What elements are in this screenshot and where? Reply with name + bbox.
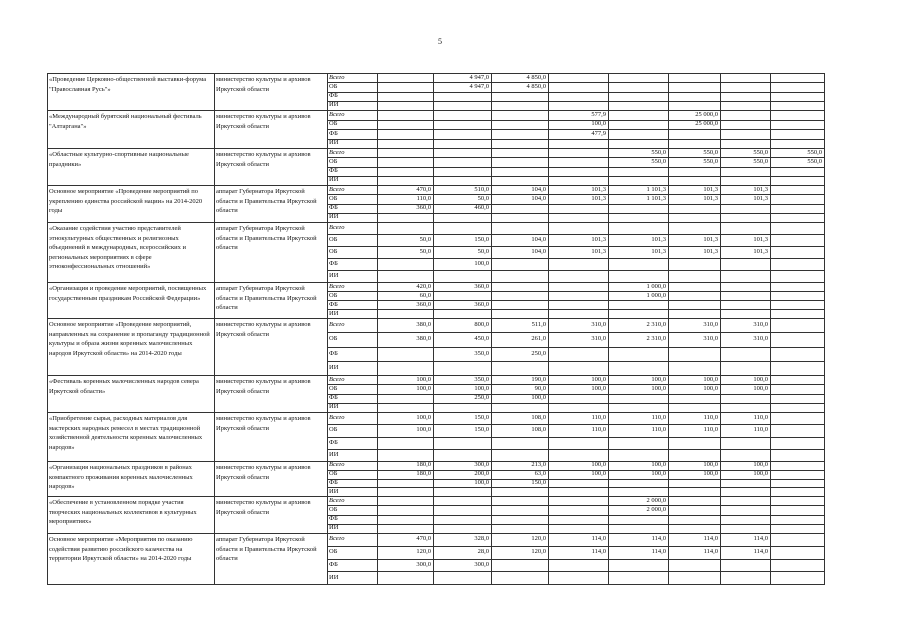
executor-name: министерство культуры и архивов Иркутской области — [216, 151, 311, 168]
amount-cell: 101,3 — [703, 248, 718, 255]
amount-cell: 150,0 — [474, 426, 489, 433]
source-row-border — [327, 270, 825, 271]
funding-source-label: ФБ — [329, 260, 338, 267]
table-column-border — [214, 73, 215, 584]
amount-cell: 100,0 — [651, 376, 666, 383]
amount-cell: 100,0 — [474, 479, 489, 486]
amount-cell: 550,0 — [703, 149, 718, 156]
amount-cell: 101,3 — [703, 195, 718, 202]
amount-cell: 114,0 — [651, 548, 666, 555]
amount-cell: 101,3 — [591, 236, 606, 243]
amount-cell: 450,0 — [474, 335, 489, 342]
amount-cell: 310,0 — [591, 335, 606, 342]
activity-name: «Организация национальных праздников в районах компактного проживания коренных малочисленных народов» — [49, 464, 193, 491]
table-row-border — [47, 496, 825, 497]
funding-source-label: ФБ — [329, 479, 338, 486]
source-row-border — [327, 246, 825, 247]
amount-cell: 4 850,0 — [526, 74, 546, 81]
amount-cell: 114,0 — [651, 535, 666, 542]
amount-cell: 101,3 — [753, 236, 768, 243]
activity-name: «Обеспечение в установленном порядке участия творческих национальных коллективов в культурных мероприятиях» — [49, 499, 197, 526]
amount-cell: 1 000,0 — [646, 283, 666, 290]
amount-cell: 180,0 — [416, 461, 431, 468]
funding-source-label: ОБ — [329, 548, 338, 555]
amount-cell: 25 000,0 — [695, 120, 718, 127]
amount-cell: 420,0 — [416, 283, 431, 290]
funding-source-label: ОБ — [329, 83, 338, 90]
amount-cell: 800,0 — [474, 321, 489, 328]
amount-cell: 380,0 — [416, 335, 431, 342]
amount-cell: 114,0 — [591, 535, 606, 542]
funding-source-label: Всего — [329, 321, 345, 328]
source-row-border — [327, 424, 825, 425]
funding-source-label: Всего — [329, 461, 345, 468]
amount-cell: 577,9 — [591, 111, 606, 118]
amount-cell: 510,0 — [474, 186, 489, 193]
funding-source-label: ИИ — [329, 574, 339, 581]
amount-cell: 101,3 — [753, 186, 768, 193]
amount-cell: 114,0 — [703, 535, 718, 542]
funding-source-label: ФБ — [329, 204, 338, 211]
funding-source-label: Всего — [329, 376, 345, 383]
funding-source-label: ФБ — [329, 92, 338, 99]
amount-cell: 101,3 — [591, 248, 606, 255]
funding-source-label: ФБ — [329, 301, 338, 308]
amount-cell: 511,0 — [531, 321, 546, 328]
funding-source-label: Всего — [329, 224, 345, 231]
executor-name: министерство культуры и архивов Иркутской области — [216, 415, 311, 432]
source-row-border — [327, 546, 825, 547]
table-column-border — [824, 73, 825, 584]
activity-name: Основное мероприятие «Проведение мероприятий, направленных на сохранение и пропаганду традиционной культуры и образа жизни коренных малочисленных народов Иркутской области» на 2014-2020 годы — [49, 321, 210, 357]
amount-cell: 150,0 — [531, 479, 546, 486]
amount-cell: 200,0 — [474, 470, 489, 477]
amount-cell: 101,3 — [753, 195, 768, 202]
funding-source-label: ОБ — [329, 195, 338, 202]
source-row-border — [327, 479, 825, 480]
funding-source-label: ИИ — [329, 176, 339, 183]
amount-cell: 100,0 — [703, 461, 718, 468]
amount-cell: 100,0 — [651, 461, 666, 468]
amount-cell: 101,3 — [591, 186, 606, 193]
amount-cell: 470,0 — [416, 186, 431, 193]
source-row-border — [327, 347, 825, 348]
funding-source-label: ОБ — [329, 120, 338, 127]
amount-cell: 100,0 — [591, 385, 606, 392]
funding-source-label: ОБ — [329, 470, 338, 477]
funding-source-label: ИИ — [329, 101, 339, 108]
amount-cell: 350,0 — [474, 350, 489, 357]
executor-name: аппарат Губернатора Иркутской области и Правительства Иркутской области — [216, 536, 317, 563]
amount-cell: 120,0 — [531, 548, 546, 555]
amount-cell: 4 850,0 — [526, 83, 546, 90]
activity-name: «Областные культурно-спортивные национальные праздники» — [49, 151, 189, 168]
table-row-border — [47, 533, 825, 534]
funding-source-label: ОБ — [329, 385, 338, 392]
amount-cell: 100,0 — [651, 470, 666, 477]
source-row-border — [327, 505, 825, 506]
amount-cell: 101,3 — [651, 248, 666, 255]
source-row-border — [327, 403, 825, 404]
activity-name: «Международный бурятский национальный фестиваль "Алтаргана"» — [49, 113, 202, 130]
amount-cell: 114,0 — [703, 548, 718, 555]
source-row-border — [327, 309, 825, 310]
amount-cell: 310,0 — [703, 335, 718, 342]
amount-cell: 100,0 — [753, 470, 768, 477]
amount-cell: 1 101,3 — [646, 186, 666, 193]
amount-cell: 2 000,0 — [646, 497, 666, 504]
funding-source-label: ОБ — [329, 248, 338, 255]
amount-cell: 50,0 — [477, 195, 489, 202]
amount-cell: 100,0 — [651, 385, 666, 392]
amount-cell: 4 947,0 — [469, 74, 489, 81]
amount-cell: 360,0 — [416, 301, 431, 308]
amount-cell: 104,0 — [531, 195, 546, 202]
amount-cell: 50,0 — [419, 236, 431, 243]
source-row-border — [327, 332, 825, 333]
amount-cell: 90,0 — [534, 385, 546, 392]
executor-name: министерство культуры и архивов Иркутской области — [216, 76, 311, 93]
source-row-border — [327, 213, 825, 214]
funding-source-label: ОБ — [329, 506, 338, 513]
activity-name: «Оказание содействия участию представителей этнокультурных общественных и религиозных объединений в международных, всероссийских и региональных мероприятиях в сфере этноконфессиональных отношений» — [49, 225, 186, 271]
amount-cell: 380,0 — [416, 321, 431, 328]
amount-cell: 100,0 — [753, 461, 768, 468]
amount-cell: 550,0 — [651, 149, 666, 156]
amount-cell: 120,0 — [531, 535, 546, 542]
amount-cell: 100,0 — [416, 426, 431, 433]
amount-cell: 100,0 — [416, 385, 431, 392]
amount-cell: 100,0 — [591, 120, 606, 127]
source-row-border — [327, 559, 825, 560]
source-row-border — [327, 394, 825, 395]
funding-source-label: Всего — [329, 186, 345, 193]
table-row-border — [47, 222, 825, 223]
amount-cell: 114,0 — [753, 548, 768, 555]
executor-name: аппарат Губернатора Иркутской области и Правительства Иркутской области — [216, 285, 317, 312]
amount-cell: 328,0 — [474, 535, 489, 542]
amount-cell: 108,0 — [531, 426, 546, 433]
funding-source-label: Всего — [329, 497, 345, 504]
funding-source-label: ФБ — [329, 394, 338, 401]
amount-cell: 360,0 — [474, 283, 489, 290]
source-row-border — [327, 92, 825, 93]
amount-cell: 104,0 — [531, 186, 546, 193]
amount-cell: 108,0 — [531, 414, 546, 421]
amount-cell: 100,0 — [416, 414, 431, 421]
funding-source-label: Всего — [329, 283, 345, 290]
funding-source-label: ИИ — [329, 139, 339, 146]
amount-cell: 104,0 — [531, 248, 546, 255]
amount-cell: 190,0 — [531, 376, 546, 383]
source-row-border — [327, 571, 825, 572]
amount-cell: 63,0 — [534, 470, 546, 477]
funding-source-label: ИИ — [329, 488, 339, 495]
amount-cell: 261,0 — [531, 335, 546, 342]
executor-name: аппарат Губернатора Иркутской области и Правительства Иркутской области — [216, 225, 317, 252]
executor-name: министерство культуры и архивов Иркутской области — [216, 378, 311, 395]
activity-name: «Организация и проведение мероприятий, посвященных государственным праздникам Российской Федерации» — [49, 285, 207, 302]
amount-cell: 300,0 — [474, 461, 489, 468]
amount-cell: 101,3 — [651, 236, 666, 243]
funding-source-label: ОБ — [329, 236, 338, 243]
funding-source-label: Всего — [329, 535, 345, 542]
amount-cell: 477,9 — [591, 130, 606, 137]
amount-cell: 114,0 — [591, 548, 606, 555]
amount-cell: 310,0 — [753, 321, 768, 328]
funding-source-label: ИИ — [329, 451, 339, 458]
source-row-border — [327, 234, 825, 235]
executor-name: министерство культуры и архивов Иркутской области — [216, 499, 311, 516]
funding-source-label: ОБ — [329, 292, 338, 299]
amount-cell: 50,0 — [477, 248, 489, 255]
source-row-border — [327, 449, 825, 450]
source-row-border — [327, 361, 825, 362]
amount-cell: 1 101,3 — [646, 195, 666, 202]
amount-cell: 101,3 — [591, 195, 606, 202]
amount-cell: 100,0 — [591, 461, 606, 468]
amount-cell: 101,3 — [703, 186, 718, 193]
funding-source-label: ИИ — [329, 524, 339, 531]
funding-source-label: ФБ — [329, 167, 338, 174]
amount-cell: 360,0 — [416, 204, 431, 211]
amount-cell: 550,0 — [807, 158, 822, 165]
amount-cell: 250,0 — [531, 350, 546, 357]
amount-cell: 110,0 — [591, 414, 606, 421]
amount-cell: 180,0 — [416, 470, 431, 477]
source-row-border — [327, 487, 825, 488]
activity-name: Основное мероприятие «Проведение мероприятий по укреплению единства российской нации» на 2014-2020 годы — [49, 188, 203, 215]
amount-cell: 550,0 — [703, 158, 718, 165]
source-row-border — [327, 167, 825, 168]
funding-source-label: Всего — [329, 414, 345, 421]
funding-source-label: Всего — [329, 149, 345, 156]
funding-source-label: Всего — [329, 74, 345, 81]
source-row-border — [327, 101, 825, 102]
amount-cell: 100,0 — [753, 376, 768, 383]
funding-source-label: ФБ — [329, 439, 338, 446]
funding-source-label: Всего — [329, 111, 345, 118]
source-row-border — [327, 139, 825, 140]
amount-cell: 100,0 — [703, 385, 718, 392]
activity-name: Основное мероприятие «Мероприятия по оказанию содействия развитию российского казачества на территории Иркутской области» на 2014-2020 годы — [49, 536, 193, 563]
amount-cell: 550,0 — [807, 149, 822, 156]
amount-cell: 2 000,0 — [646, 506, 666, 513]
amount-cell: 60,0 — [419, 292, 431, 299]
amount-cell: 100,0 — [474, 385, 489, 392]
amount-cell: 4 947,0 — [469, 83, 489, 90]
table-row-border — [47, 584, 825, 585]
executor-name: министерство культуры и архивов Иркутской области — [216, 321, 311, 338]
amount-cell: 360,0 — [474, 301, 489, 308]
amount-cell: 2 310,0 — [646, 321, 666, 328]
funding-source-label: ИИ — [329, 272, 339, 279]
amount-cell: 470,0 — [416, 535, 431, 542]
amount-cell: 310,0 — [753, 335, 768, 342]
amount-cell: 110,0 — [651, 426, 666, 433]
amount-cell: 300,0 — [416, 561, 431, 568]
amount-cell: 101,3 — [703, 236, 718, 243]
table-row-border — [47, 412, 825, 413]
amount-cell: 213,0 — [531, 461, 546, 468]
amount-cell: 150,0 — [474, 236, 489, 243]
executor-name: министерство культуры и архивов Иркутской области — [216, 113, 311, 130]
amount-cell: 110,0 — [651, 414, 666, 421]
amount-cell: 310,0 — [591, 321, 606, 328]
amount-cell: 100,0 — [416, 376, 431, 383]
table-row-border — [47, 318, 825, 319]
amount-cell: 110,0 — [703, 414, 718, 421]
funding-source-label: ИИ — [329, 364, 339, 371]
source-row-border — [327, 258, 825, 259]
source-row-border — [327, 82, 825, 83]
amount-cell: 100,0 — [531, 394, 546, 401]
page-number: 5 — [438, 37, 442, 46]
amount-cell: 100,0 — [703, 470, 718, 477]
amount-cell: 25 000,0 — [695, 111, 718, 118]
source-row-border — [327, 437, 825, 438]
amount-cell: 550,0 — [753, 149, 768, 156]
amount-cell: 550,0 — [753, 158, 768, 165]
amount-cell: 250,0 — [474, 394, 489, 401]
table-column-border — [47, 73, 48, 584]
amount-cell: 100,0 — [753, 385, 768, 392]
amount-cell: 460,0 — [474, 204, 489, 211]
activity-name: «Фестиваль коренных малочисленных народов севера Иркутской области» — [49, 378, 199, 395]
activity-name: «Проведение Церковно-общественной выставки-форума "Православная Русь"» — [49, 76, 207, 93]
amount-cell: 100,0 — [474, 260, 489, 267]
funding-source-label: ФБ — [329, 561, 338, 568]
source-row-border — [327, 515, 825, 516]
funding-source-label: ФБ — [329, 130, 338, 137]
amount-cell: 110,0 — [753, 426, 768, 433]
amount-cell: 110,0 — [591, 426, 606, 433]
amount-cell: 28,0 — [477, 548, 489, 555]
funding-source-label: ОБ — [329, 158, 338, 165]
amount-cell: 104,0 — [531, 236, 546, 243]
executor-name: министерство культуры и архивов Иркутской области — [216, 464, 311, 481]
amount-cell: 150,0 — [474, 414, 489, 421]
amount-cell: 300,0 — [474, 561, 489, 568]
source-row-border — [327, 524, 825, 525]
executor-name: аппарат Губернатора Иркутской области и Правительства Иркутской области — [216, 188, 317, 215]
amount-cell: 310,0 — [703, 321, 718, 328]
funding-source-label: ИИ — [329, 213, 339, 220]
funding-source-label: ИИ — [329, 310, 339, 317]
amount-cell: 100,0 — [591, 470, 606, 477]
source-row-border — [327, 176, 825, 177]
amount-cell: 120,0 — [416, 548, 431, 555]
amount-cell: 110,0 — [703, 426, 718, 433]
amount-cell: 114,0 — [753, 535, 768, 542]
funding-source-label: ОБ — [329, 335, 338, 342]
amount-cell: 101,3 — [753, 248, 768, 255]
funding-source-label: ИИ — [329, 403, 339, 410]
amount-cell: 350,0 — [474, 376, 489, 383]
funding-source-label: ОБ — [329, 426, 338, 433]
amount-cell: 2 310,0 — [646, 335, 666, 342]
amount-cell: 100,0 — [591, 376, 606, 383]
amount-cell: 100,0 — [703, 376, 718, 383]
activity-name: «Приобретение сырья, расходных материалов для мастерских народных ремесел в местах традиционной хозяйственной деятельности коренных малочисленных народов» — [49, 415, 203, 451]
amount-cell: 50,0 — [419, 248, 431, 255]
amount-cell: 1 000,0 — [646, 292, 666, 299]
funding-source-label: ФБ — [329, 515, 338, 522]
funding-source-label: ФБ — [329, 350, 338, 357]
amount-cell: 110,0 — [416, 195, 431, 202]
amount-cell: 110,0 — [753, 414, 768, 421]
amount-cell: 550,0 — [651, 158, 666, 165]
